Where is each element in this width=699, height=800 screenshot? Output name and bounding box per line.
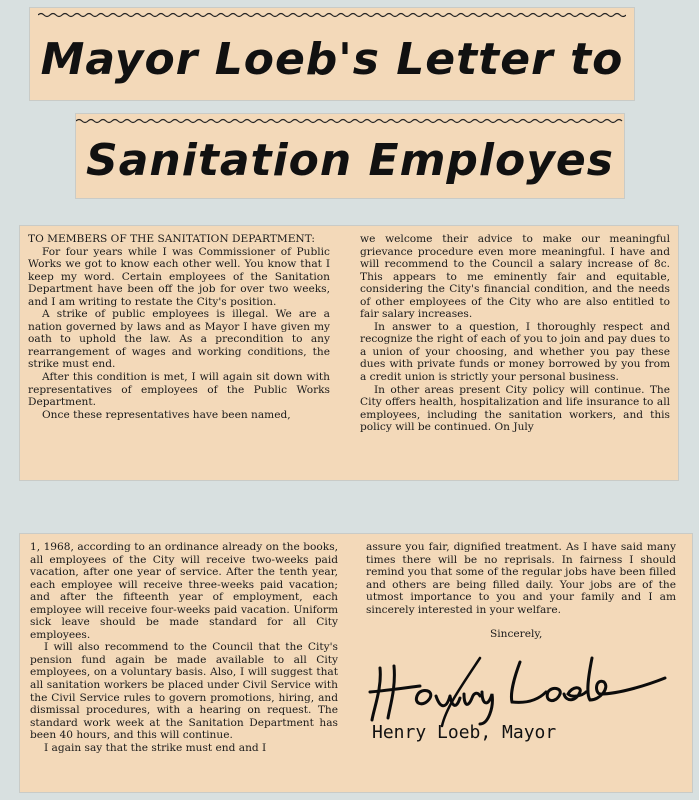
paragraph: In other areas present City policy will continue. The City offers health, hospitalization and life insurance to all employees, including the sanitation workers, and this policy will be continued. On July xyxy=(360,383,670,434)
headline-line-1: Mayor Loeb's Letter to xyxy=(40,34,624,85)
paragraph: I again say that the strike must end and I xyxy=(44,741,267,754)
handwritten-signature xyxy=(360,648,670,728)
paragraph: Once these representatives have been named, xyxy=(42,408,291,421)
paragraph: I will also recommend to the Council that the City's pension fund again be made available to all City employees, on a voluntary basis. Also, I will suggest that all sanitation workers be placed under Civil Service with the Civil Service rules to govern promotions, hiring, and dismissal procedures, with a hearing on request. The standard work week at the Sanitation Department has been 40 hours, and this will continue. xyxy=(30,641,338,742)
paragraph: 1, 1968, according to an ordinance already on the books, all employees of the City will receive two-weeks paid vacation, after one year of service. After the tenth year, each employee will receive three-weeks paid vacation; and after the fifteenth year of employment, each employee will receive four-weeks paid vacation. Uniform sick leave should be made standard for all City employees. xyxy=(30,541,338,641)
paragraph: A strike of public employees is illegal. We are a nation governed by laws and as Mayor I have given my oath to uphold the law. As a precondition to any rearrangement of wages and working conditions, the strike must end. xyxy=(28,308,330,371)
signature-name: Henry Loeb, Mayor xyxy=(372,722,557,743)
letter-column-1 xyxy=(28,233,330,421)
paragraph: For four years while I was Commissioner of Public Works we got to know each other well. You know that I keep my word. Certain employees of the Sanitation Department have been off the job for over two weeks, and I am writing to restate the City's position. xyxy=(28,245,330,308)
letter-column-4 xyxy=(366,541,676,616)
paragraph: After this condition is met, I will again sit down with representatives of employees of the Public Works Department. xyxy=(28,371,330,409)
closing: Sincerely, xyxy=(490,628,543,640)
letter-column-2 xyxy=(360,233,670,434)
headline-scrap-2 xyxy=(76,114,624,198)
headline-rule-top xyxy=(38,12,626,18)
paragraph: In answer to a question, I thoroughly respect and recognize the right of each of you to join and pay dues to a union of your choosing, and whether you pay these dues with private funds or money borrowed by you from a credit union is strictly your personal business. xyxy=(360,320,670,384)
headline-rule-mid xyxy=(76,118,624,124)
headline-line-2: Sanitation Employes xyxy=(86,135,614,186)
paragraph: we welcome their advice to make our meaningful grievance procedure even more meaningful. I have and will recommend to the Council a salary increase of 8c. This appears to me eminently fair and equitable, considering the City's financial condition, and the needs of other employees of the City who are also entitled to fair salary increases. xyxy=(360,233,670,321)
salutation: TO MEMBERS OF THE SANITATION DEPARTMENT: xyxy=(28,233,315,245)
letter-column-3 xyxy=(30,541,338,754)
paragraph: assure you fair, dignified treatment. As I have said many times there will be no reprisals. In fairness I should remind you that some of the regular jobs have been filled and others are being filled daily. Your jobs are of the utmost importance to you and your family and I am sincerely interested in your welfare. xyxy=(366,541,676,616)
headline-scrap-1 xyxy=(30,8,634,100)
